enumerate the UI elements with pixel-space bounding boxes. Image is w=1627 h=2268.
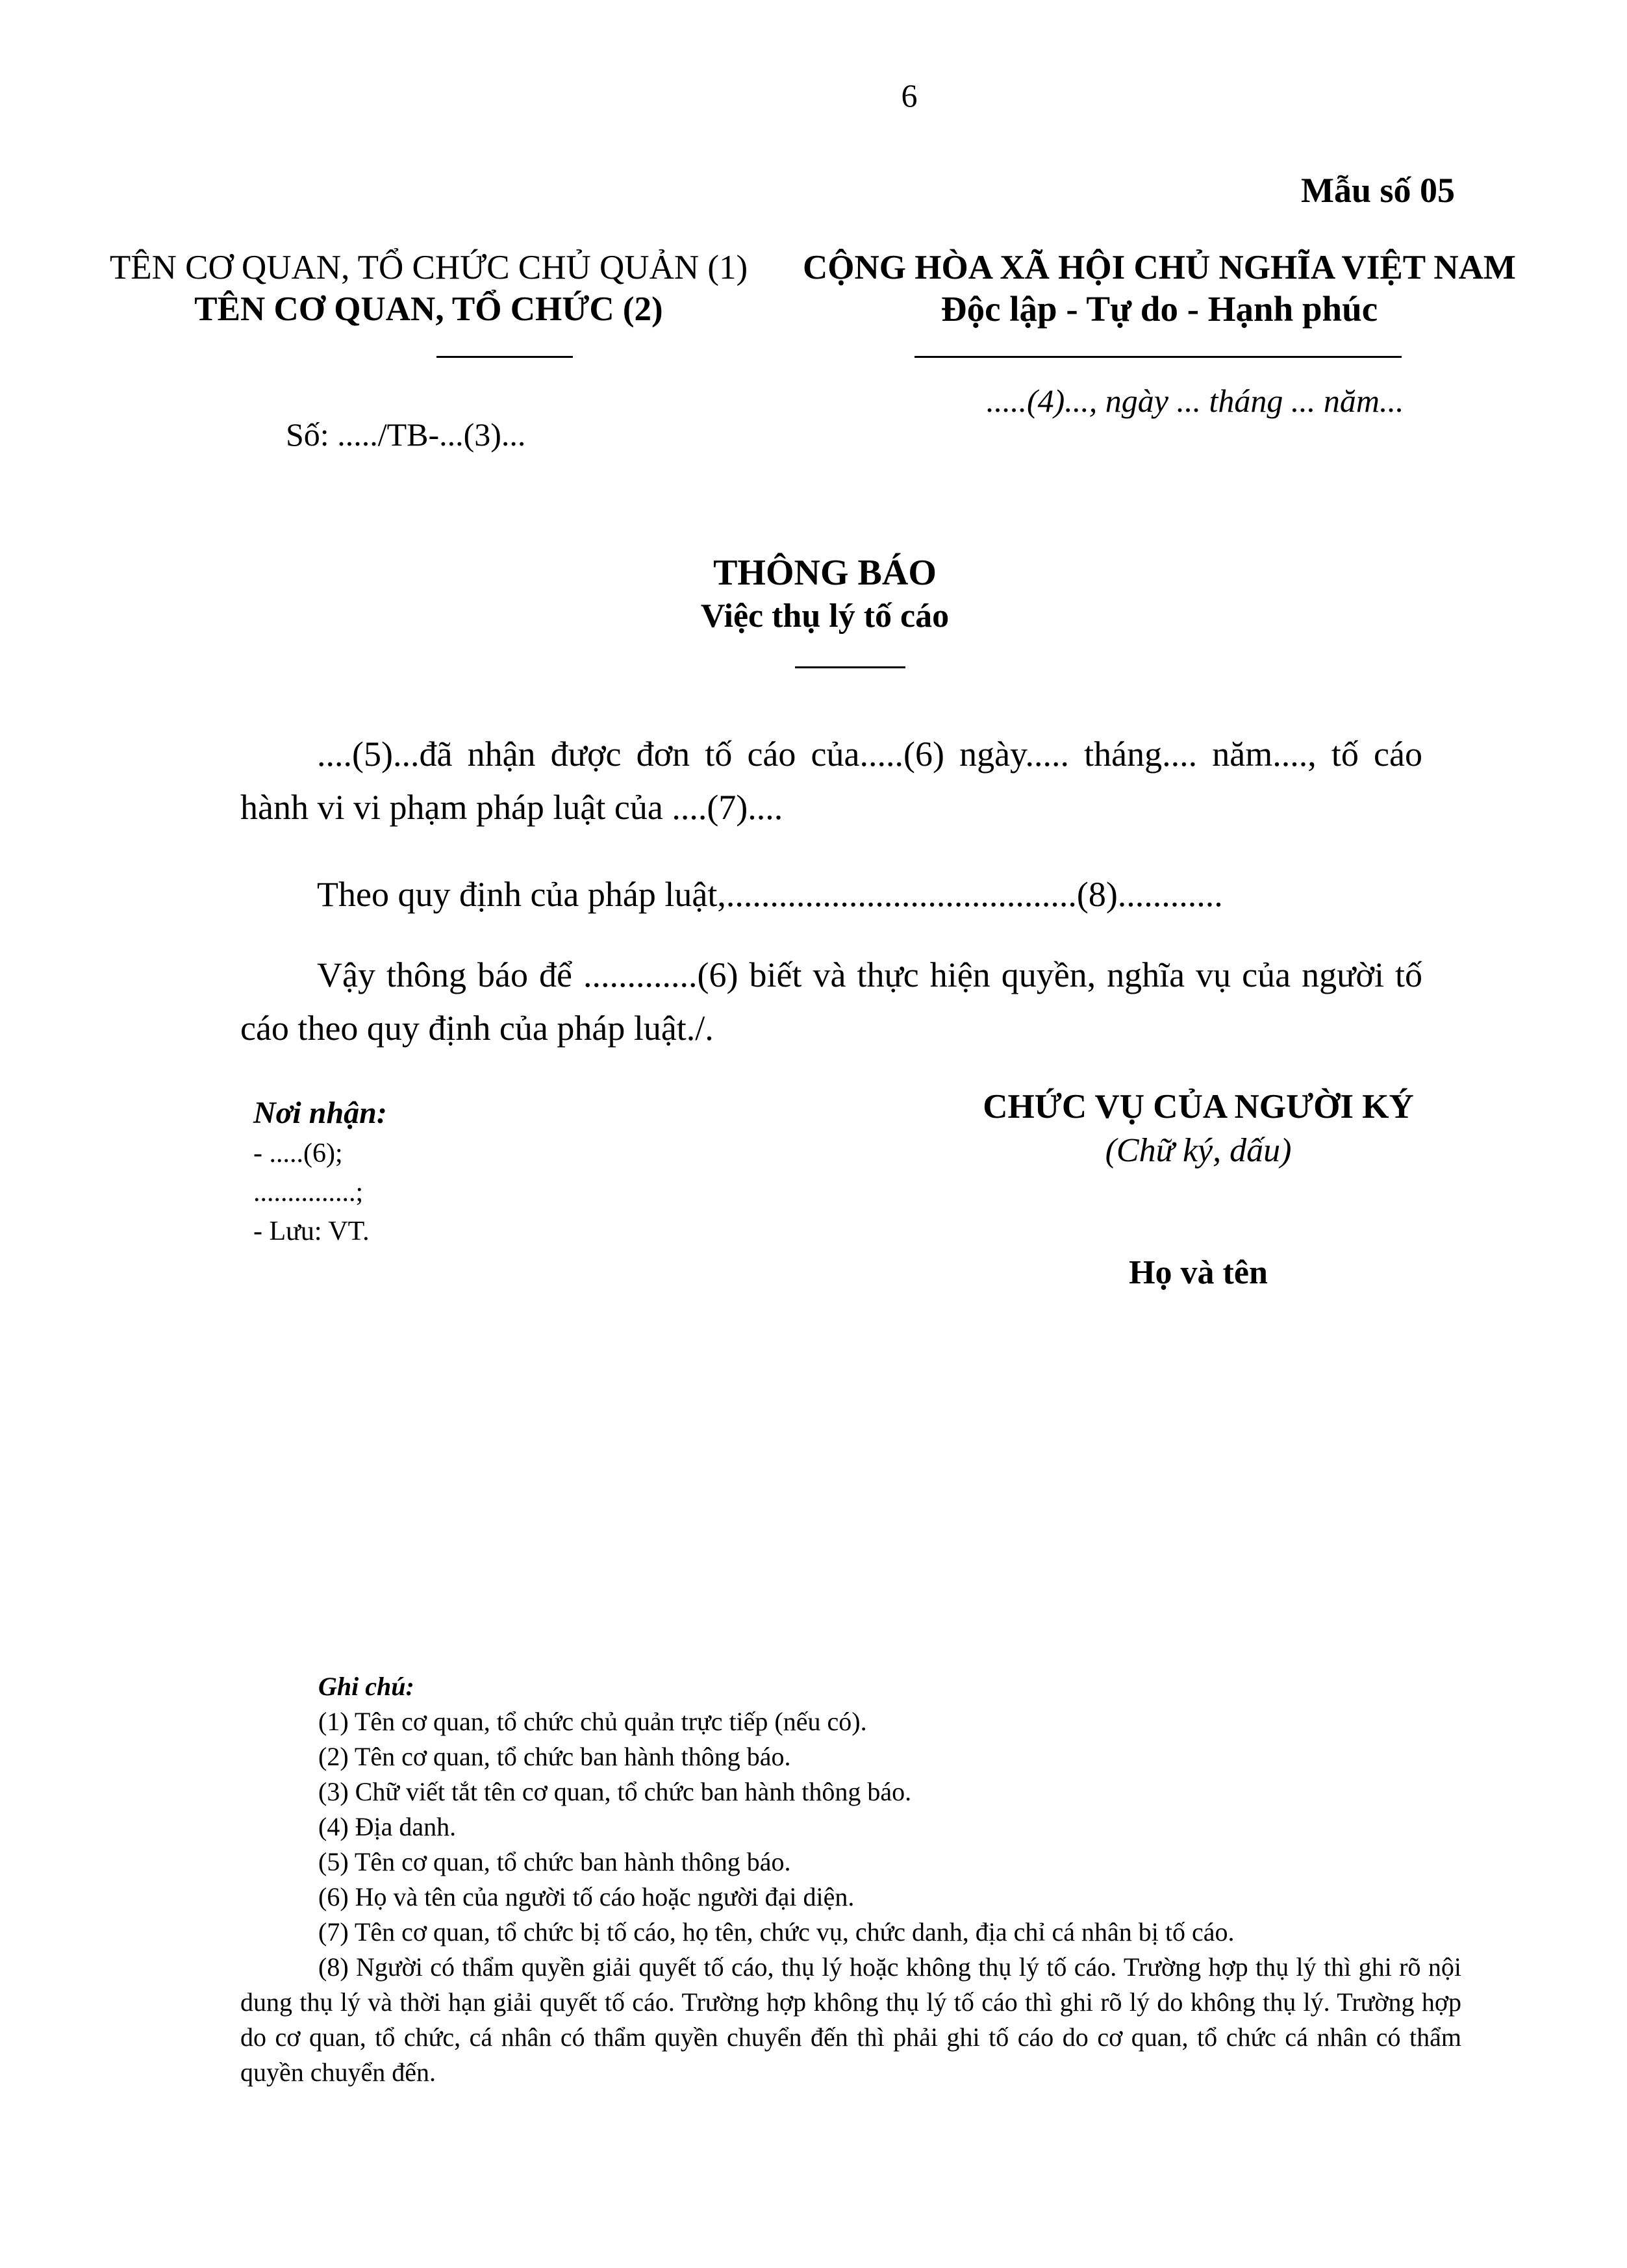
recipient-item: - .....(6); [253, 1139, 343, 1168]
notes-block [240, 1669, 1461, 2090]
document-title [552, 551, 1098, 638]
parent-agency-line: TÊN CƠ QUAN, TỔ CHỨC CHỦ QUẢN (1) [109, 249, 748, 286]
agency-header [97, 247, 760, 330]
signature-note: (Chữ ký, dấu) [1105, 1132, 1292, 1169]
body-paragraph-1 [240, 727, 1422, 834]
signer-position: CHỨC VỤ CỦA NGƯỜI KÝ [983, 1088, 1414, 1126]
national-header [779, 247, 1539, 330]
issuing-agency-line: TÊN CƠ QUAN, TỔ CHỨC (2) [194, 290, 663, 328]
note-item: (3) Chữ viết tắt tên cơ quan, tổ chức ban hành thông báo. [318, 1777, 912, 1806]
note-item: (6) Họ và tên của người tố cáo hoặc người đại diện. [318, 1882, 855, 1911]
notes-heading: Ghi chú: [318, 1672, 414, 1701]
recipients-block [253, 1092, 708, 1251]
body-paragraph-2 [240, 868, 1422, 921]
note-item: (4) Địa danh. [318, 1812, 457, 1841]
note-item: (5) Tên cơ quan, tổ chức ban hành thông báo. [318, 1847, 791, 1876]
page-number: 6 [901, 77, 918, 114]
body-paragraph-2-text: Theo quy định của pháp luật,........................................(8)............ [317, 875, 1223, 914]
recipient-item: - Lưu: VT. [253, 1216, 370, 1246]
agency-underline [436, 356, 573, 358]
signature-block [831, 1085, 1565, 1295]
body-paragraph-1-text: ....(5)...đã nhận được đơn tố cáo của.....(6) ngày..... tháng.... năm...., tố cáo hành vi vi phạm pháp luật của ....(7).... [240, 735, 1422, 827]
body-paragraph-3-text: Vậy thông báo để .............(6) biết và thực hiện quyền, nghĩa vụ của người tố cáo theo quy định của pháp luật./. [240, 955, 1422, 1048]
motto-underline [914, 356, 1402, 358]
recipients-heading: Nơi nhận: [253, 1096, 387, 1130]
body-paragraph-3 [240, 948, 1422, 1055]
nation-motto: Độc lập - Tự do - Hạnh phúc [940, 289, 1378, 329]
recipient-item: ...............; [253, 1178, 364, 1207]
note-item: (1) Tên cơ quan, tổ chức chủ quản trực tiếp (nếu có). [318, 1707, 867, 1736]
note-item: (8) Người có thẩm quyền giải quyết tố cáo, thụ lý hoặc không thụ lý tố cáo. Trường hợp thụ lý thì ghi rõ nội dung thụ lý và thời hạn giải quyết tố cáo. Trường hợp không thụ lý tố cáo thì ghi rõ lý do không thụ lý. Trường hợp do cơ quan, tổ chức, cá nhân có thẩm quyền chuyển đến thì phải ghi tố cáo do cơ quan, tổ chức cá nhân có thẩm quyền chuyển đến. [240, 1952, 1461, 2087]
note-item: (7) Tên cơ quan, tổ chức bị tố cáo, họ tên, chức vụ, chức danh, địa chỉ cá nhân bị tố cáo. [318, 1917, 1235, 1947]
title-subject: Việc thụ lý tố cáo [700, 598, 950, 635]
title-main: THÔNG BÁO [713, 553, 937, 593]
title-underline [795, 666, 905, 668]
nation-name: CỘNG HÒA XÃ HỘI CHỦ NGHĨA VIỆT NAM [803, 249, 1516, 286]
signer-name: Họ và tên [1129, 1254, 1268, 1291]
form-code: Mẫu số 05 [1300, 171, 1455, 210]
document-number: Số: ...../TB-...(3)... [286, 416, 526, 453]
place-and-date: .....(4)..., ngày ... tháng ... năm... [986, 383, 1404, 419]
note-item: (2) Tên cơ quan, tổ chức ban hành thông báo. [318, 1742, 791, 1771]
